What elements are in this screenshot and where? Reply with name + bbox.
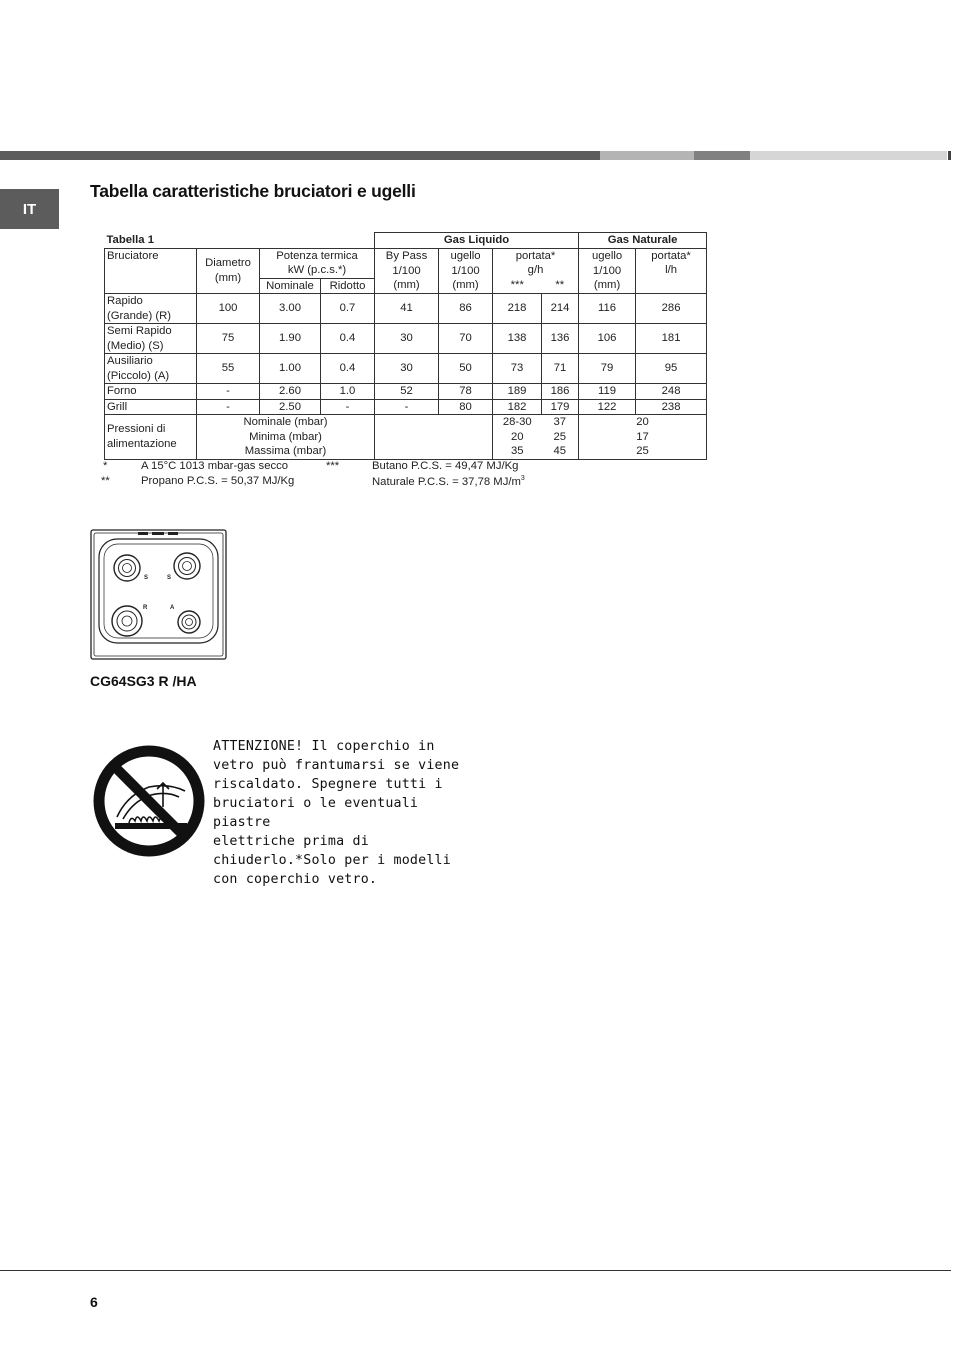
cell-ugello-naturale: 122 <box>579 399 636 415</box>
cell-ugello-naturale: 119 <box>579 384 636 400</box>
model-label: CG64SG3 R /HA <box>90 673 197 689</box>
table-header-row <box>105 248 707 278</box>
table-group-header-row <box>105 233 707 249</box>
cell-pressioni-butano: 28-30 20 35 <box>493 415 542 460</box>
table-row <box>105 354 707 384</box>
footer-rule <box>0 1270 951 1271</box>
footnote-mark: *** <box>326 460 340 472</box>
cell-ugello-liquido: 78 <box>439 384 493 400</box>
cell-ugello-liquido: 70 <box>439 324 493 354</box>
header-bar-segment <box>750 151 947 160</box>
header-ridotto: Ridotto <box>321 278 375 294</box>
cell-pressioni-empty <box>375 415 493 460</box>
header-bruciatore: Bruciatore <box>105 248 197 294</box>
header-propano: ** <box>542 278 579 294</box>
page-number: 6 <box>90 1294 98 1310</box>
cell-diametro: 75 <box>197 324 260 354</box>
header-ugello-liquido: ugello 1/100 (mm) <box>439 248 493 294</box>
cell-portata-naturale: 181 <box>636 324 707 354</box>
cell-diametro: - <box>197 384 260 400</box>
cell-ugello-naturale: 79 <box>579 354 636 384</box>
cell-nominale: 3.00 <box>260 294 321 324</box>
footnote-mark: ** <box>101 475 110 487</box>
cell-ugello-liquido: 50 <box>439 354 493 384</box>
header-bar-segment <box>0 151 600 160</box>
warning-text <box>213 737 473 889</box>
cell-ridotto: 0.4 <box>321 354 375 384</box>
cell-bypass: 30 <box>375 324 439 354</box>
cell-pressioni-names: Nominale (mbar) Minima (mbar) Massima (mbar) <box>197 415 375 460</box>
cooktop-diagram <box>90 529 227 666</box>
cell-ugello-liquido: 86 <box>439 294 493 324</box>
cell-ridotto: 1.0 <box>321 384 375 400</box>
footnote-text: Naturale P.C.S. = 37,78 $MJ/m^3$ <box>372 475 525 488</box>
cell-portata-butano: 182 <box>493 399 542 415</box>
cell-portata-propano: 179 <box>542 399 579 415</box>
cell-ridotto: - <box>321 399 375 415</box>
cell-ugello-liquido: 80 <box>439 399 493 415</box>
header-bar-segment <box>600 151 694 160</box>
warning-line: bruciatori o le eventuali piastre <box>213 796 419 830</box>
cell-portata-naturale: 238 <box>636 399 707 415</box>
cell-bypass: 30 <box>375 354 439 384</box>
group-gas-liquido: Gas Liquido <box>375 233 579 249</box>
cell-nominale: 2.60 <box>260 384 321 400</box>
cell-portata-butano: 189 <box>493 384 542 400</box>
burner-label-r: R <box>143 605 148 611</box>
table-row <box>105 324 707 354</box>
header-ugello-naturale: ugello 1/100 (mm) <box>579 248 636 294</box>
row-burner-name: Semi Rapido (Medio) (S) <box>105 324 197 354</box>
header-bar-segment <box>694 151 750 160</box>
table-row-pressioni <box>105 415 707 460</box>
cell-portata-butano: 73 <box>493 354 542 384</box>
table-row <box>105 384 707 400</box>
footnote-text: Propano P.C.S. = 50,37 MJ/Kg <box>141 475 295 487</box>
cell-portata-naturale: 248 <box>636 384 707 400</box>
language-tab: IT <box>0 189 59 229</box>
footnote-text: Butano P.C.S. = 49,47 MJ/Kg <box>372 460 519 472</box>
no-heat-lid-warning-icon <box>93 745 205 862</box>
cell-diametro: - <box>197 399 260 415</box>
cell-ridotto: 0.4 <box>321 324 375 354</box>
cell-portata-naturale: 95 <box>636 354 707 384</box>
header-bar <box>0 151 954 160</box>
header-bypass: By Pass 1/100 (mm) <box>375 248 439 294</box>
table-row <box>105 399 707 415</box>
table-row <box>105 294 707 324</box>
warning-line: con coperchio vetro. <box>213 872 378 887</box>
header-bar-segment <box>948 151 951 160</box>
burner-label-s: S <box>167 575 172 581</box>
warning-line: ATTENZIONE! Il coperchio in <box>213 739 435 754</box>
header-portata-naturale: portata* l/h <box>636 248 707 294</box>
row-burner-name: Ausiliario (Piccolo) (A) <box>105 354 197 384</box>
cell-portata-propano: 214 <box>542 294 579 324</box>
header-potenza: Potenza termica kW (p.c.s.*) <box>260 248 375 278</box>
cell-diametro: 55 <box>197 354 260 384</box>
cell-ridotto: 0.7 <box>321 294 375 324</box>
header-nominale: Nominale <box>260 278 321 294</box>
group-gas-naturale: Gas Naturale <box>579 233 707 249</box>
warning-line: elettriche prima di <box>213 834 369 849</box>
warning-line: riscaldato. Spegnere tutti i <box>213 777 443 792</box>
cell-portata-propano: 186 <box>542 384 579 400</box>
cell-nominale: 2.50 <box>260 399 321 415</box>
cell-portata-butano: 138 <box>493 324 542 354</box>
cell-portata-propano: 136 <box>542 324 579 354</box>
burner-label-a: A <box>170 605 175 611</box>
header-butano: *** <box>493 278 542 294</box>
cell-bypass: 52 <box>375 384 439 400</box>
cell-portata-naturale: 286 <box>636 294 707 324</box>
row-pressioni-label: Pressioni di alimentazione <box>105 415 197 460</box>
header-portata-liquido: portata* g/h <box>493 248 579 278</box>
page-title: Tabella caratteristiche bruciatori e ugelli <box>90 181 416 201</box>
cell-diametro: 100 <box>197 294 260 324</box>
footnote-mark: * <box>103 460 108 472</box>
cell-ugello-naturale: 116 <box>579 294 636 324</box>
row-burner-name: Grill <box>105 399 197 415</box>
warning-line: vetro può frantumarsi se viene <box>213 758 460 773</box>
cell-pressioni-propano: 37 25 45 <box>542 415 579 460</box>
row-burner-name: Forno <box>105 384 197 400</box>
cell-bypass: 41 <box>375 294 439 324</box>
cell-nominale: 1.00 <box>260 354 321 384</box>
burner-nozzle-table <box>104 232 707 460</box>
cell-portata-butano: 218 <box>493 294 542 324</box>
cell-portata-propano: 71 <box>542 354 579 384</box>
cell-ugello-naturale: 106 <box>579 324 636 354</box>
cell-nominale: 1.90 <box>260 324 321 354</box>
cell-bypass: - <box>375 399 439 415</box>
footnote-text: A 15°C 1013 mbar-gas secco <box>141 460 289 472</box>
header-diametro: Diametro (mm) <box>197 248 260 294</box>
warning-line: chiuderlo.*Solo per i modelli <box>213 853 451 868</box>
cell-pressioni-naturale: 20 17 25 <box>579 415 707 460</box>
burner-label-s: S <box>144 575 149 581</box>
row-burner-name: Rapido (Grande) (R) <box>105 294 197 324</box>
table-label: Tabella 1 <box>105 233 375 249</box>
